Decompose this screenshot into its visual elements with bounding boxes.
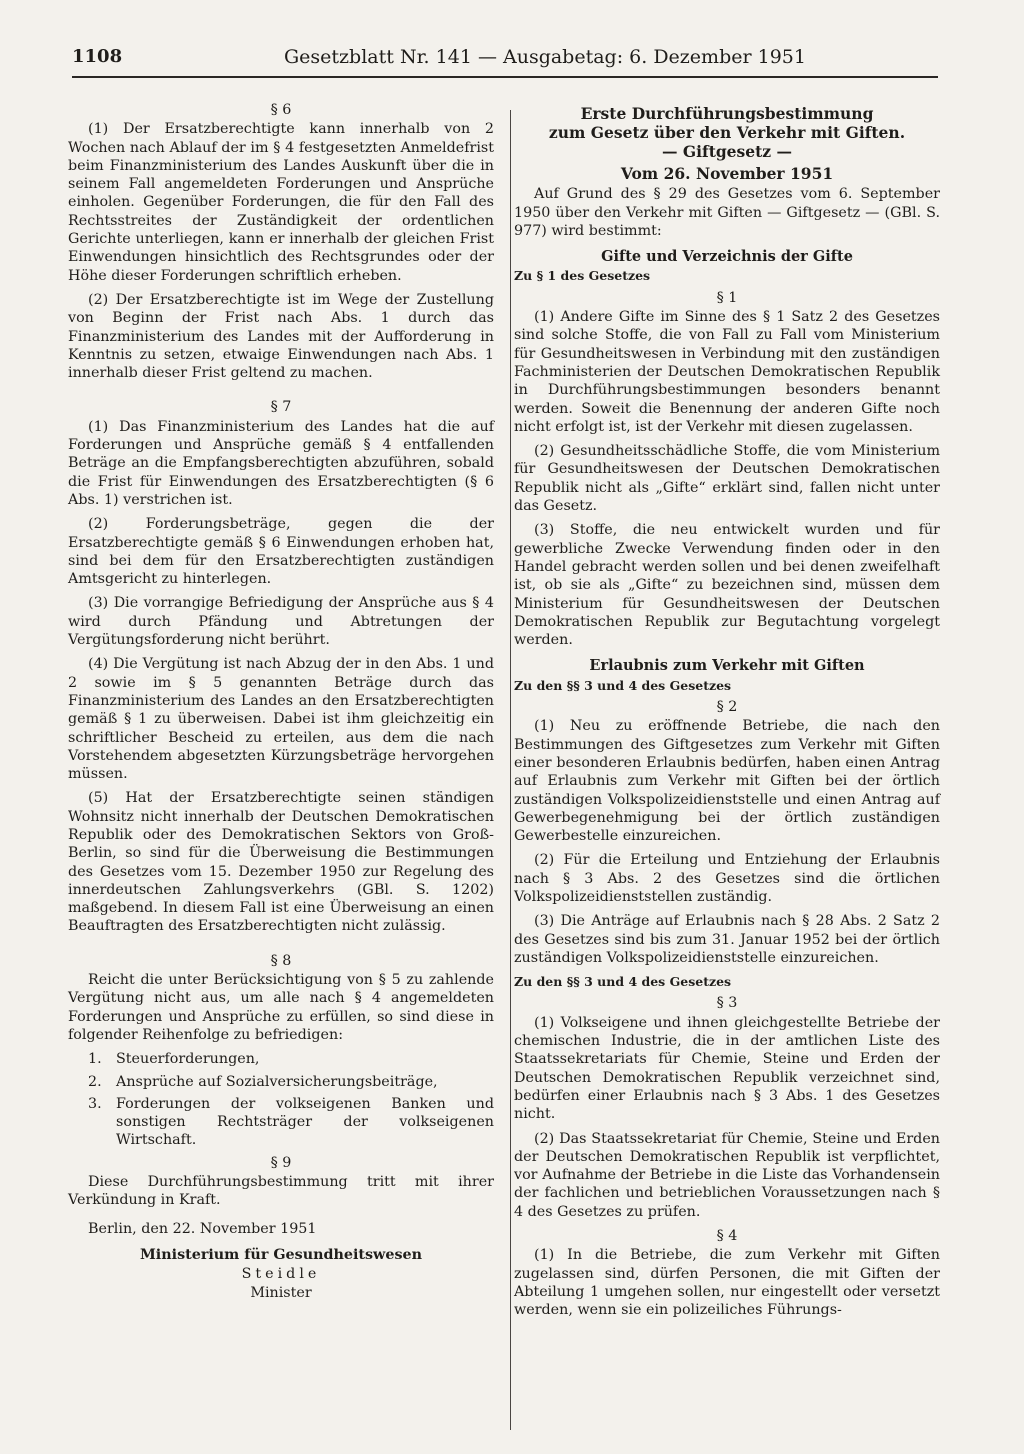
paragraph: (5) Hat der Ersatzberechtigte seinen ständigen Wohnsitz nicht innerhalb der Deutschen Demokratischen Republik oder des Demokratischen Sektors von Groß-Berlin, so sind für die Überweisung die Bestimmungen des Gesetzes vom 15. Dezember 1950 zur Regelung des innerdeutschen Zahlungsverkehrs (GBl. S. 1202) maßgebend. In diesem Fall ist eine Überweisung an einen Beauftragten des Ersatzberechtigten nicht zulässig. [68, 790, 494, 935]
paragraph: (3) Die vorrangige Befriedigung der Ansprüche aus § 4 wird durch Pfändung und Abtretungen der Vergütungsforderung nicht berührt. [68, 595, 494, 649]
paragraph: (1) Neu zu eröffnende Betriebe, die nach den Bestimmungen des Giftgesetzes zum Verkehr mit Giften einer besonderen Erlaubnis bedürfen, haben einen Antrag auf Erlaubnis zum Verkehr mit Giften bei der örtlich zuständigen Volkspolizeidienststelle und einen Antrag auf Gewerbegenehmigung bei der örtlich zuständigen Gewerbestelle einzureichen. [514, 718, 940, 845]
section-heading: § 4 [716, 1228, 738, 1245]
paragraph: (4) Die Vergütung ist nach Abzug der in den Abs. 1 und 2 sowie im § 5 genannten Beträge durch das Finanzministerium des Landes an den Ersatzberechtigten gemäß § 1 zu überweisen. Dabei ist ihm gleichzeitig ein schriftlicher Bescheid zu erteilen, aus dem die nach Vorstehendem abgesetzten Kürzungsbeträge hervorgehen müssen. [68, 656, 494, 783]
right-column [514, 104, 940, 1326]
section-heading: § 8 [270, 952, 292, 969]
signature-name: Steidle [241, 1265, 321, 1282]
part-heading: Gifte und Verzeichnis der Gifte [601, 248, 853, 266]
paragraph: Reicht die unter Berücksichtigung von § 5 zu zahlende Vergütung nicht aus, um alle nach § 4 angemeldeten Forderungen und Ansprüche zu erfüllen, so sind diese in folgender Reihenfolge zu befriedigen: [68, 972, 494, 1043]
column-divider [510, 110, 511, 1430]
page-number: 1108 [72, 46, 123, 67]
list-text: Ansprüche auf Sozialversicherungsbeiträge, [116, 1073, 438, 1090]
paragraph: (1) Der Ersatzberechtigte kann innerhalb von 2 Wochen nach Ablauf der im § 4 festgesetzten Anmeldefrist beim Finanzministerium des Landes Auskunft über die in seinem Fall angemeldeten Forderungen und Ansprüche einholen. Gegenüber Forderungen, die für den Fall des Rechtsstreites der Zuständigkeit der ordentlichen Gerichte unterliegen, kann er innerhalb der gleichen Frist Einwendungen hinsichtlich des Rechtsgrundes oder der Höhe dieser Forderungen schriftlich erheben. [68, 121, 494, 284]
signature-role: Minister [250, 1284, 312, 1301]
part-heading: Erlaubnis zum Verkehr mit Giften [589, 657, 865, 675]
section-heading: § 2 [716, 699, 738, 716]
list-number: 1. [88, 1051, 102, 1068]
section-heading: § 7 [270, 399, 292, 416]
paragraph: (2) Das Staatssekretariat für Chemie, Steine und Erden der Deutschen Demokratischen Republik ist verpflichtet, vor Aufnahme der Betriebe in die Liste das Vorhandensein der fachlichen und betrieblichen Voraussetzungen nach § 4 des Gesetzes zu prüfen. [514, 1130, 940, 1220]
header-title: Gesetzblatt Nr. 141 — Ausgabetag: 6. Dezember 1951 [284, 46, 806, 68]
section-heading: § 9 [270, 1154, 292, 1171]
paragraph: (1) Volkseigene und ihnen gleichgestellte Betriebe der chemischen Industrie, die in der amtlichen Liste des Staatssekretariats für Chemie, Steine und Erden der Deutschen Demokratischen Republik verzeichnet sind, bedürfen einer Erlaubnis nach § 3 Abs. 1 des Gesetzes nicht. [514, 1014, 940, 1123]
list-item [88, 1095, 494, 1150]
list-text: Forderungen der volkseigenen Banken und sonstigen Rechtsträger der volkseigenen Wirtschaft. [116, 1095, 494, 1149]
list-item [88, 1073, 494, 1091]
paragraph: (2) Gesundheitsschädliche Stoffe, die vom Ministerium für Gesundheitswesen der Deutschen Demokratischen Republik nicht als „Gifte“ erklärt sind, fallen nicht unter das Gesetz. [514, 443, 940, 515]
priority-list [88, 1050, 494, 1149]
left-column [68, 98, 494, 1303]
page-header [72, 44, 938, 78]
signature-block [68, 1246, 494, 1303]
sub-heading: Zu den §§ 3 und 4 des Gesetzes [514, 677, 732, 693]
document-date: Vom 26. November 1951 [620, 164, 834, 183]
section-heading: § 3 [716, 995, 738, 1012]
paragraph: (1) Das Finanzministerium des Landes hat die auf Forderungen und Ansprüche gemäß § 4 entfallenden Beträge an die Empfangsberechtigten abzuführen, sobald die Frist für Einwendungen des Ersatzberechtigten (§ 6 Abs. 1) verstrichen ist. [68, 418, 494, 508]
paragraph: (3) Stoffe, die neu entwickelt wurden und für gewerbliche Zwecke Verwendung finden oder in den Handel gebracht werden sollen und bei denen zweifelhaft ist, ob sie als „Gifte“ zu bezeichnen sind, müssen dem Ministerium für Gesundheitswesen der Deutschen Demokratischen Republik zur Begutachtung vorgelegt werden. [514, 522, 940, 649]
list-text: Steuerforderungen, [116, 1051, 260, 1068]
paragraph: (3) Die Anträge auf Erlaubnis nach § 28 Abs. 2 Satz 2 des Gesetzes sind bis zum 31. Januar 1952 bei der örtlich zuständigen Volkspolizeidienststelle einzureichen. [514, 913, 940, 966]
paragraph: (2) Forderungsbeträge, gegen die der Ersatzberechtigte gemäß § 6 Einwendungen erhoben hat, sind bei dem für den Ersatzberechtigten zuständigen Amtsgericht zu hinterlegen. [68, 516, 494, 588]
sub-heading: Zu § 1 des Gesetzes [514, 268, 651, 284]
sub-heading: Zu den §§ 3 und 4 des Gesetzes [514, 974, 732, 990]
list-number: 2. [88, 1073, 102, 1090]
section-heading: § 1 [716, 289, 738, 306]
paragraph: (2) Der Ersatzberechtigte ist im Wege der Zustellung von Beginn der Frist nach Abs. 1 durch das Finanzministerium des Landes mit der Aufforderung in Kenntnis zu setzen, etwaige Einwendungen nach Abs. 1 innerhalb dieser Frist geltend zu machen. [68, 291, 494, 382]
list-number: 3. [88, 1095, 102, 1112]
document-title: Erste Durchführungsbestimmung [580, 104, 874, 123]
place-date: Berlin, den 22. November 1951 [88, 1220, 317, 1237]
preamble: Auf Grund des § 29 des Gesetzes vom 6. September 1950 über den Verkehr mit Giften — Giftgesetz — (GBl. S. 977) wird bestimmt: [514, 186, 940, 239]
document-title: — Giftgesetz — [662, 142, 792, 161]
paragraph: (1) Andere Gifte im Sinne des § 1 Satz 2 des Gesetzes sind solche Stoffe, die von Fall zu Fall vom Ministerium für Gesundheitswesen in Verbindung mit den zuständigen Fachministerien der Deutschen Demokratischen Republik in Durchführungsbestimmungen besonders benannt werden. Soweit die Benennung der anderen Gifte noch nicht erfolgt ist, ist der Verkehr mit diesen zugelassen. [514, 309, 940, 435]
document-title: zum Gesetz über den Verkehr mit Giften. [548, 123, 906, 142]
paragraph: (2) Für die Erteilung und Entziehung der Erlaubnis nach § 3 Abs. 2 des Gesetzes sind die örtlichen Volkspolizeidienststellen zuständig. [514, 852, 940, 905]
list-item [88, 1050, 494, 1068]
paragraph: Diese Durchführungsbestimmung tritt mit ihrer Verkündung in Kraft. [68, 1174, 494, 1209]
section-heading: § 6 [270, 102, 292, 118]
signature-org: Ministerium für Gesundheitswesen [139, 1246, 422, 1263]
paragraph: (1) In die Betriebe, die zum Verkehr mit Giften zugelassen sind, dürfen Personen, die mit Giften der Abteilung 1 umgehen sollen, nur eingestellt oder versetzt werden, wenn sie ein polizeiliches Führungs- [514, 1247, 940, 1319]
